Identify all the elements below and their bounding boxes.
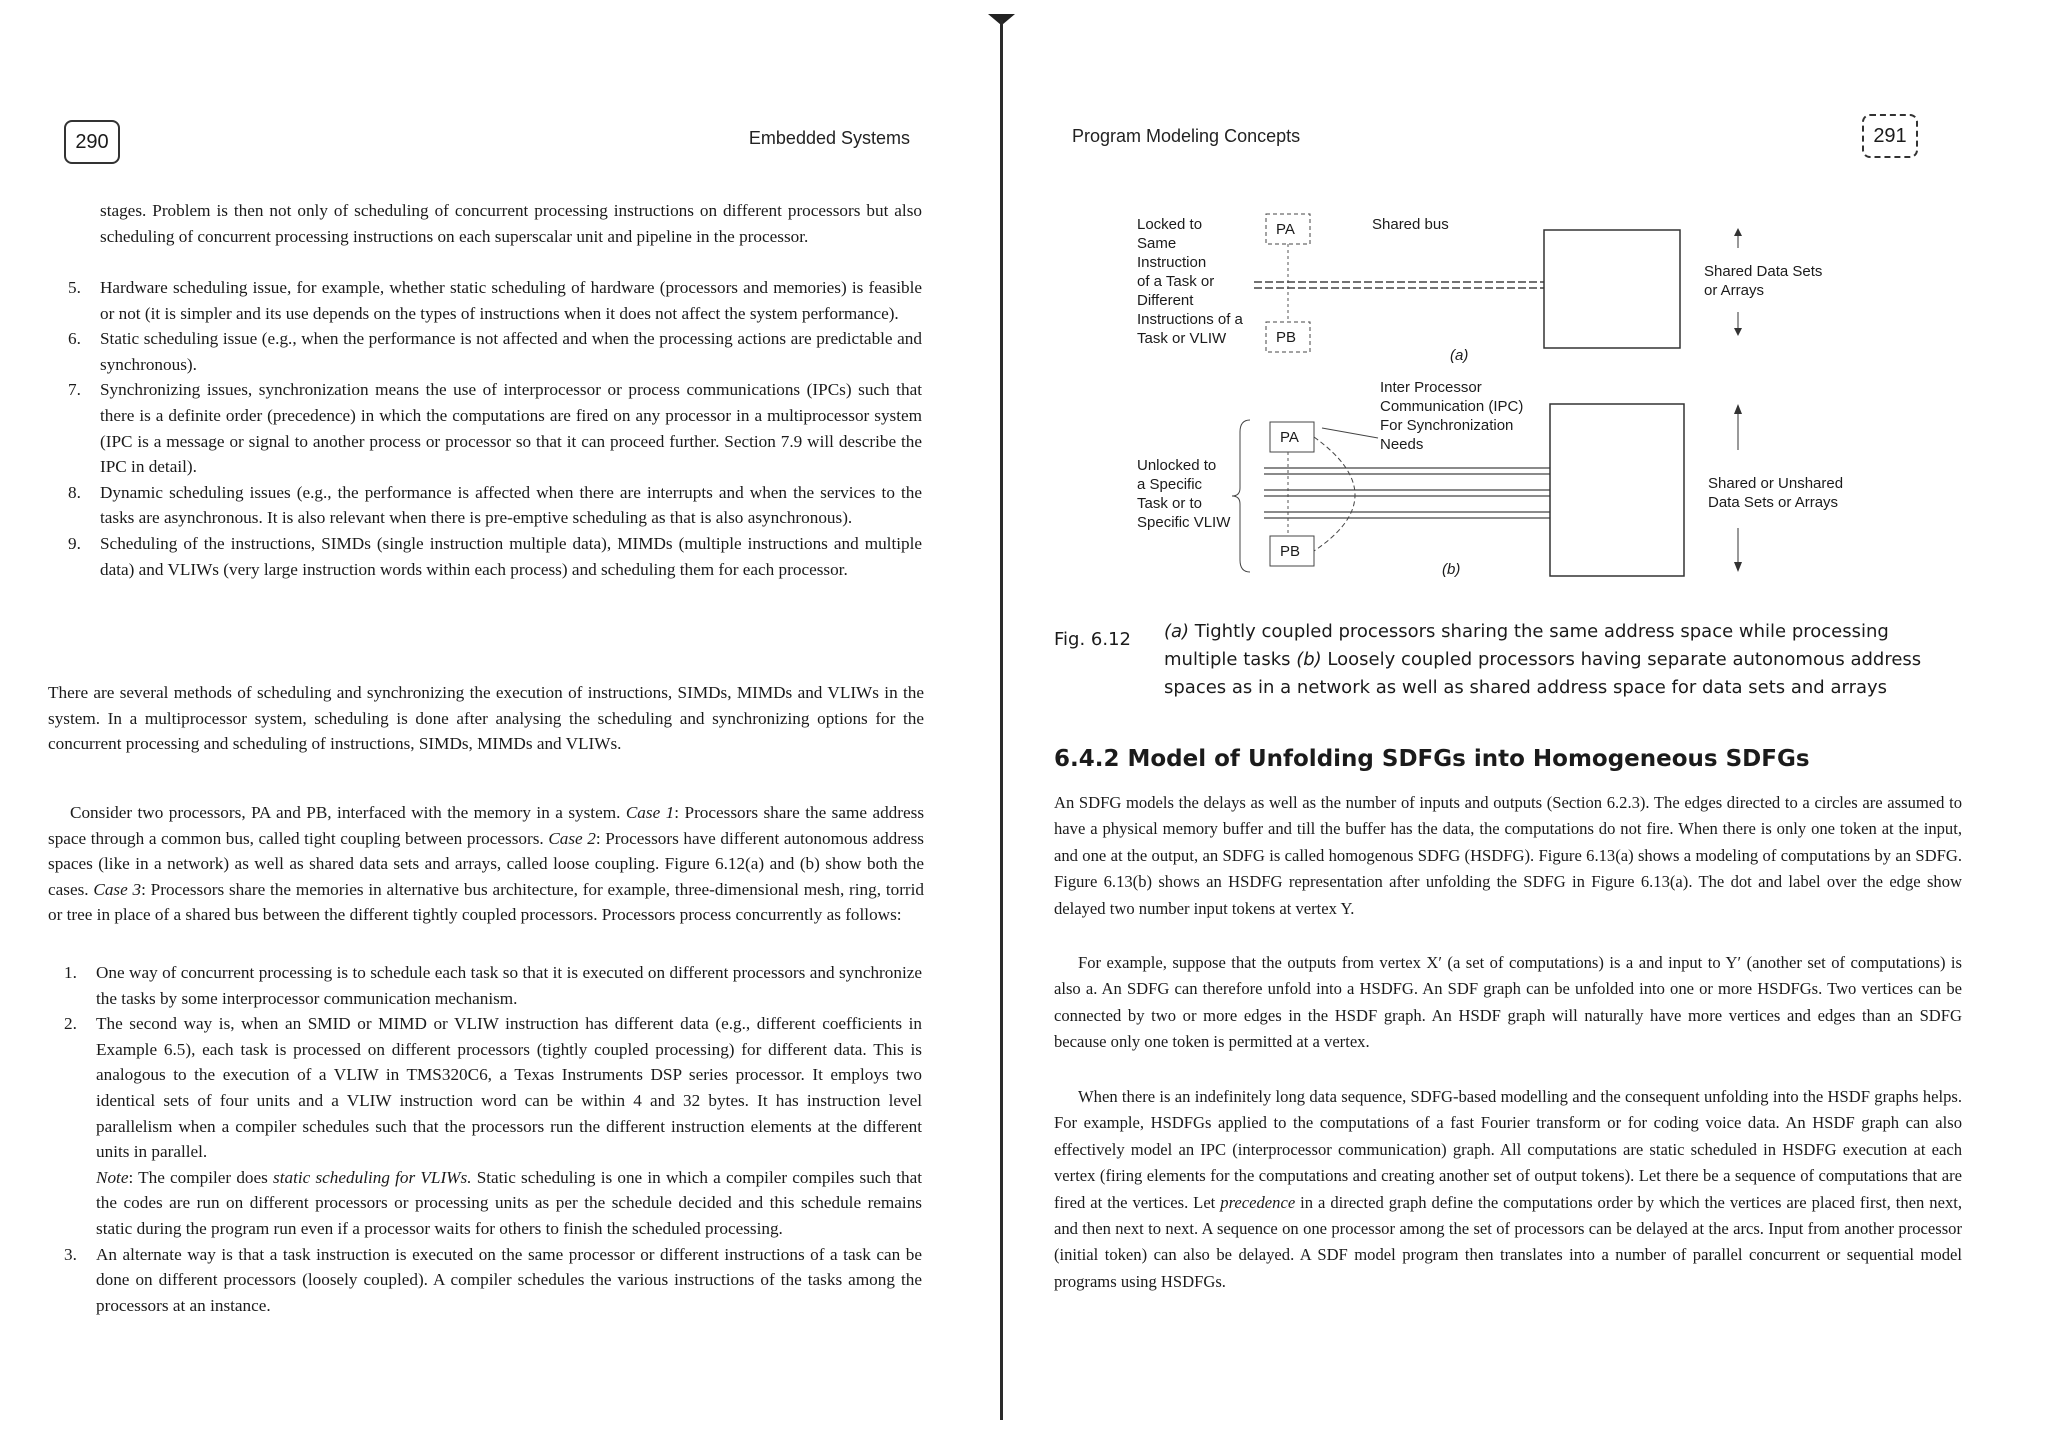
figure-caption-label: Fig. 6.12: [1054, 629, 1131, 650]
b-tag: (b): [1442, 561, 1461, 578]
shared-memory-box-a: [1544, 230, 1680, 348]
figure-caption: (a) Tightly coupled processors sharing the same address space while processing multiple tasks (b) Loosely coupled processors having separate autonomous address spaces as in a network as well as shared address space for data sets and arrays: [1164, 621, 1922, 698]
list-item: 1. One way of concurrent processing is to schedule each task so that it is executed on different processors and synchronize the tasks by some interprocessor communication mechanism.: [64, 963, 922, 1008]
figure-part-a: [1137, 214, 1827, 364]
a-right-label: Shared Data Sets or Arrays: [1704, 263, 1823, 299]
b-left-label: Unlocked to a Specific Task or to Specific VLIW: [1137, 457, 1231, 531]
list-item: 6. Static scheduling issue (e.g., when the performance is not affected and when the processing actions are predictable and synchronous).: [68, 329, 922, 374]
b-left-brace: [1232, 420, 1250, 572]
list-item: 7. Synchronizing issues, synchronization means the use of interprocessor or process communications (IPCs) such that there is a definite order (precedence) in which the computations are fired on any processor in a multiprocessor system (IPC is a message or signal to another process or processor so that it can proceed further. Section 7.9 will describe the IPC in detail).: [68, 380, 922, 477]
list-item: 5. Hardware scheduling issue, for example, whether static scheduling of hardware (processors and memories) is feasible or not (it is simpler and its use depends on the types of instructions when it does not affect the system performance).: [68, 278, 922, 323]
list-item: 9. Scheduling of the instructions, SIMDs (single instruction multiple data), MIMDs (multiple instructions and multiple data) and VLIWs (very large instruction words within each process) and scheduling them for each processor.: [68, 533, 922, 579]
list-item: Note: The compiler does static scheduling for VLIWs. Static scheduling is one in which a compiler compiles such that the codes are run on different processors or processing units as per the schedule decided and this schedule remains static during the program run even if a processor waits for others to finish the scheduled processing.: [96, 1167, 922, 1238]
ipc-pointer: [1322, 428, 1378, 438]
list-continuation: stages. Problem is then not only of scheduling of concurrent processing instructions on different processors but also scheduling of concurrent processing instructions on each superscalar unit and pipeline in the processor.: [100, 201, 922, 246]
arrow-down-head-a: [1734, 328, 1742, 336]
ipc-arc: [1314, 437, 1355, 551]
section-heading: 6.4.2 Model of Unfolding SDFGs into Homogeneous SDFGs: [1054, 746, 1810, 772]
pb-label-b: PB: [1280, 543, 1301, 560]
right-page: [1004, 0, 2048, 1448]
figure-6-12: [1004, 200, 2044, 620]
b-right-label: Shared or Unshared Data Sets or Arrays: [1708, 475, 1844, 511]
right-running-head: Program Modeling Concepts: [1072, 126, 1301, 146]
ways-list: [64, 960, 922, 1318]
list-item: 8. Dynamic scheduling issues (e.g., the performance is affected when there are interrupts and when the services to the tasks are asynchronous. It is also relevant when there is pre-emptive scheduling as that is also asynchronous).: [68, 482, 922, 528]
shared-bus-label: Shared bus: [1372, 216, 1449, 233]
list-item: 3. An alternate way is that a task instruction is executed on the same processor or different instructions of a task can be done on different processors (loosely coupled). A compiler schedules the various instructions of the tasks among the processors at an instance.: [64, 1244, 922, 1315]
ipc-label: Inter Processor Communication (IPC) For Synchronization Needs: [1380, 379, 1524, 453]
a-tag: (a): [1450, 347, 1469, 364]
issues-list: [68, 275, 922, 582]
methods-paragraph: There are several methods of scheduling and synchronizing the execution of instructions, SIMDs, MIMDs and VLIWs in the system. In a multiprocessor system, scheduling is done after analysing the scheduling and synchronizing options for the concurrent processing and scheduling of instructions, SIMDs, MIMDs and VLIWs.: [48, 683, 924, 754]
processors-paragraph: Consider two processors, PA and PB, interfaced with the memory in a system. Case 1: Processors share the same address space through a common bus, called tight coupling between processors. Case 2: Processors have different autonomous address spaces (like in a network) as well as shared data sets and arrays, called loose coupling. Figure 6.12(a) and (b) show both the cases. Case 3: Processors share the memories in alternative bus architecture, for example, three-dimensional mesh, ring, torrid or tree in place of a shared bus between the different tightly coupled processors. Processors process concurrently as follows:: [48, 803, 925, 925]
arrow-up-head-b: [1734, 404, 1742, 414]
list-item: 2. The second way is, when an SMID or MIMD or VLIW instruction has different data (e.g., different coefficients in Example 6.5), each task is processed on different processors (tightly coupled processing) for different data. This is analogous to the execution of a VLIW in TMS320C6, a Texas Instruments DSP series processor. It employs two identical sets of four units and a VLIW instruction word can be within 4 and 32 bytes. It has instruction level parallelism when a compiler schedules such that the processors run the different instruction elements at the different units in parallel.: [64, 1014, 922, 1162]
left-running-head: Embedded Systems: [748, 128, 910, 148]
pa-label-b: PA: [1280, 429, 1299, 446]
pb-label-a: PB: [1276, 329, 1297, 346]
figure-part-b: [1137, 379, 1847, 578]
book-spine: [1000, 20, 1003, 1420]
sdfg-paragraph-2: For example, suppose that the outputs from vertex X′ (a set of computations) is a and input to Y′ (another set of computations) is also a. An SDFG can therefore unfold into a HSDFG. An SDF graph can be unfolded into one or more HSDFGs. Two vertices can be connected by two or more edges in the HSDF graph. An HSDF graph will naturally have more vertices and edges than an SDFG because only one token is permitted at a vertex.: [1054, 953, 1962, 1052]
left-page-number: 290: [64, 120, 120, 164]
arrow-down-head-b: [1734, 562, 1742, 572]
shared-memory-box-b: [1550, 404, 1684, 576]
sdfg-paragraph-1: An SDFG models the delays as well as the number of inputs and outputs (Section 6.2.3). The edges directed to a circles are assumed to have a physical memory buffer and till the buffer has the data, the computations do not fire. When there is only one token at the input, and one at the output, an SDFG is called homogenous SDFG (HSDFG). Figure 6.13(a) shows a modeling of computations by an SDFG. Figure 6.13(b) shows an HSDFG representation after unfolding the SDFG in Figure 6.13(a). The dot and label over the edge show delayed two number input tokens at vertex Y.: [1054, 793, 1962, 918]
sdfg-paragraph-3: When there is an indefinitely long data sequence, SDFG-based modelling and the consequent unfolding into the HSDF graphs helps. For example, HSDFGs applied to the computations of a fast Fourier transform or for coding voice data. An HSDF graph can also effectively model an IPC (interprocessor communication) graph. All computations are static scheduled in HSDFG execution at each vertex (firing elements for the computations and creating another set of output tokens). Let there be a sequence of computations that are fired at the vertices. Let precedence in a directed graph define the computations order by which the vertices are placed first, then next, and then next to next. A sequence on one processor among the set of processors can be delayed at the arcs. Input from another processor (initial token) can also be delayed. A SDF model program then translates into a number of parallel concurrent or sequential model programs using HSDFGs.: [1054, 1087, 1963, 1291]
pa-label-a: PA: [1276, 221, 1295, 238]
left-page: [0, 0, 1000, 1448]
a-left-label: Locked to Same Instruction of a Task or Different Instructions of a Task or VLIW: [1137, 216, 1243, 347]
right-page-number: 291: [1862, 114, 1918, 158]
arrow-up-head-a: [1734, 228, 1742, 236]
